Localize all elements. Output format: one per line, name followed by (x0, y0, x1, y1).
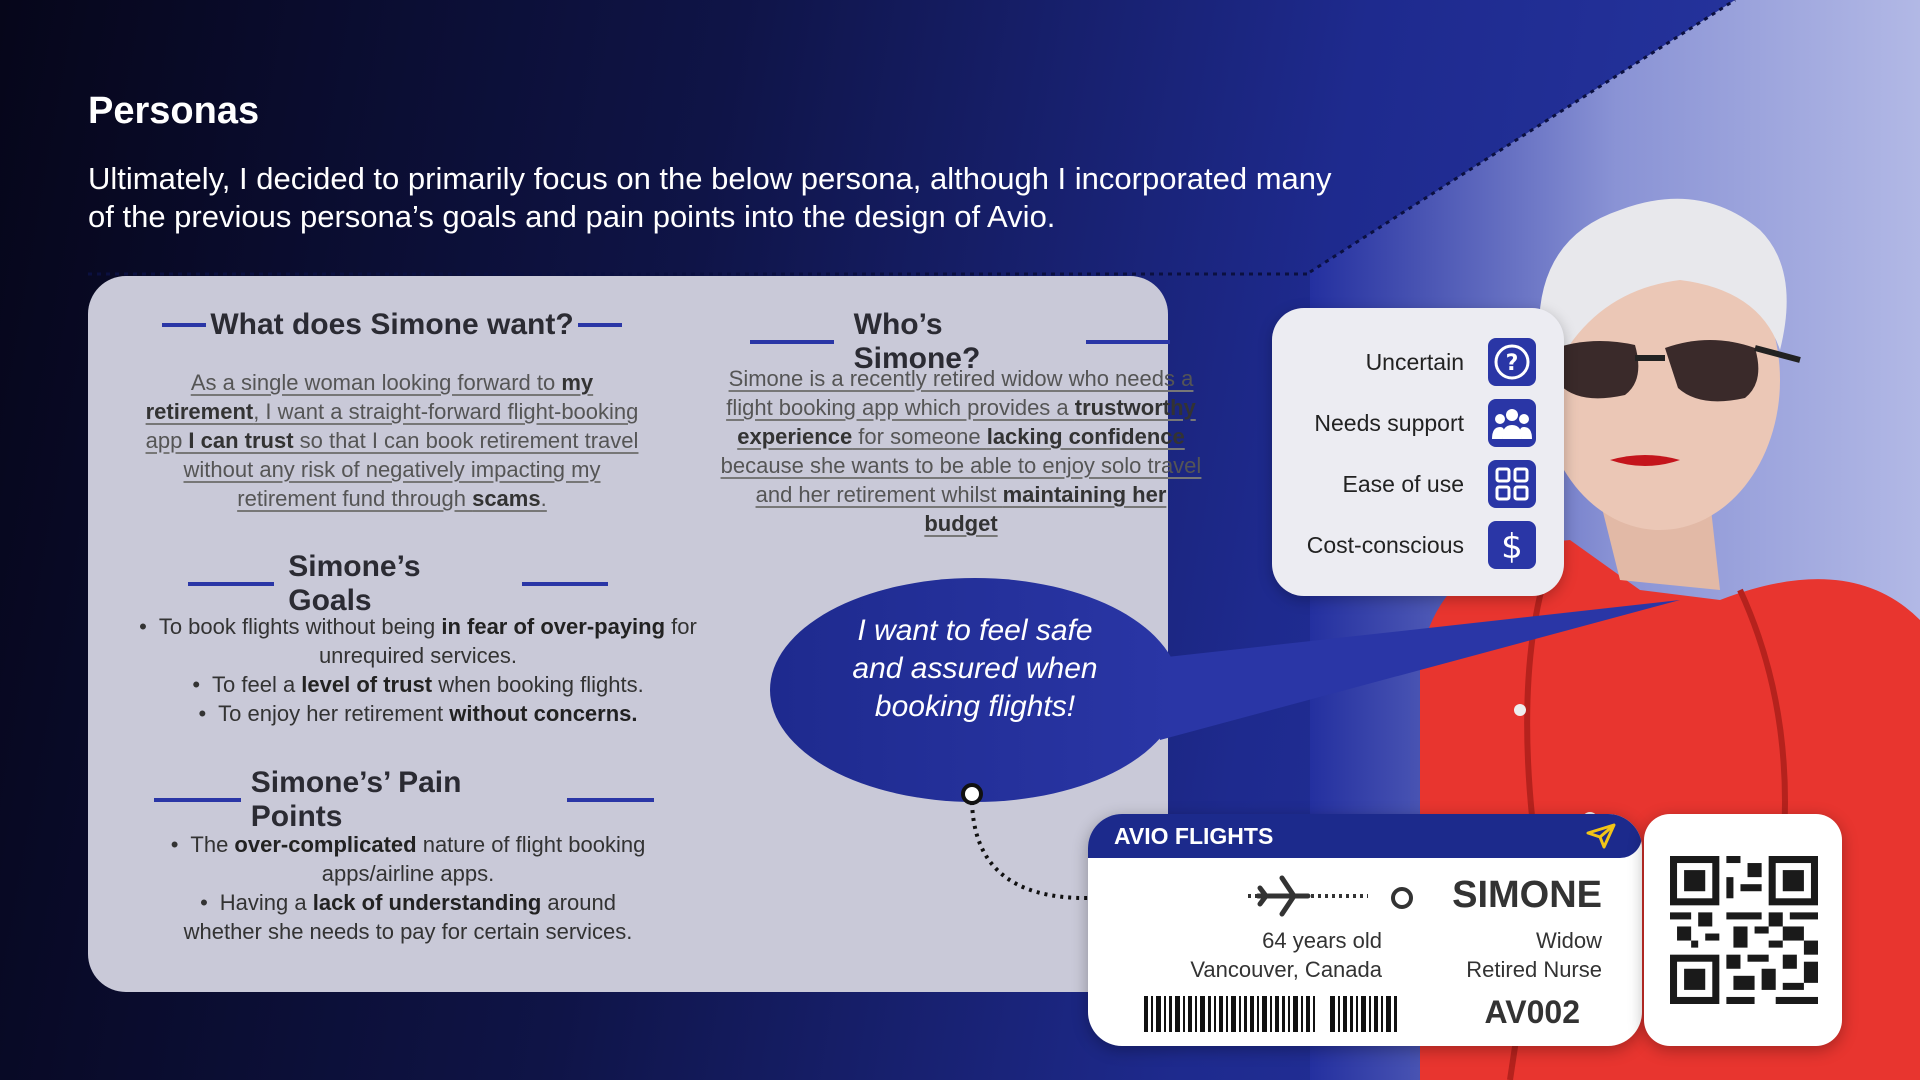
qr-card (1644, 814, 1842, 1046)
who-heading: Who’s Simone? (750, 308, 1170, 376)
trait-ease-of-use: Ease of use (1343, 460, 1536, 508)
text-segment: nature of flight booking apps/airline apps. (321, 832, 646, 886)
text-segment: when booking flights. (432, 672, 644, 697)
text-segment: . (540, 486, 547, 511)
text-segment: for someone (852, 424, 987, 449)
underlined-paragraph (146, 370, 639, 511)
wants-heading: What does Simone want? (162, 308, 622, 342)
emphasis-text: level of trust (301, 672, 433, 697)
svg-text:$: $ (1501, 527, 1523, 565)
wants-text (138, 368, 646, 513)
pains-list (168, 830, 648, 946)
list-item (128, 612, 708, 670)
ticket-header (1088, 814, 1642, 858)
emphasis-text: without concerns. (449, 701, 638, 726)
text-segment: As a single woman looking forward to (190, 370, 562, 395)
group-icon (1488, 399, 1536, 447)
text-segment: To book flights without being (158, 614, 442, 639)
list-item (128, 699, 708, 728)
destination-icon (1388, 886, 1418, 910)
qr-code-icon (1670, 856, 1818, 1004)
underlined-paragraph (721, 366, 1202, 536)
emphasis-text: over-complicated (234, 832, 417, 857)
traits-card (1272, 308, 1564, 596)
emphasis-text: in fear of over-paying (441, 614, 666, 639)
ticket-details-right (1466, 926, 1602, 984)
intro-text: Ultimately, I decided to primarily focus on the below persona, although I incorporated many of the previous persona’s goals and pain points into the design of Avio. (88, 161, 1332, 234)
emphasis-text: I can trust (188, 428, 294, 453)
emphasis-text: lack of understanding (312, 890, 542, 915)
goals-list (128, 612, 708, 728)
plane-icon (1238, 874, 1378, 918)
text-segment: so that I can book retirement travel without any risk of negatively impacting my retirement fund through (183, 428, 639, 511)
goals-heading: Simone’s Goals (188, 550, 608, 618)
passenger-name: SIMONE (1452, 874, 1602, 916)
pains-heading: Simone’s’ Pain Points (154, 766, 654, 834)
text-segment: Having a (219, 890, 313, 915)
ticket-code: AV002 (1484, 994, 1580, 1030)
text-segment: Simone is a recently retired widow who needs a flight booking app which provides a (726, 366, 1194, 420)
passenger-occupation: Retired Nurse (1466, 957, 1602, 982)
text-segment: for unrequired services. (318, 614, 697, 668)
text-segment: , I want a straight-forward flight-booking app (145, 399, 639, 453)
ticket-details-left (1190, 926, 1382, 984)
trait-needs-support: Needs support (1314, 399, 1536, 447)
trait-cost-conscious: Cost-conscious $ (1307, 521, 1536, 569)
emphasis-text: maintaining her budget (924, 482, 1167, 536)
list-item (168, 888, 648, 946)
emphasis-text: trustworthy experience (737, 395, 1196, 449)
list-item (168, 830, 648, 888)
dollar-icon (1488, 521, 1536, 569)
quote-text: I want to feel safe and assured when booking flights! (852, 614, 1098, 723)
emphasis-text: lacking confidence (986, 424, 1185, 449)
who-text (716, 364, 1206, 538)
list-item (128, 670, 708, 699)
emphasis-text: scams (472, 486, 541, 511)
passenger-location: Vancouver, Canada (1190, 957, 1382, 982)
question-icon (1488, 338, 1536, 386)
grid-icon (1488, 460, 1536, 508)
passenger-status: Widow (1535, 928, 1602, 953)
boarding-pass (1088, 814, 1642, 1046)
ticket-brand: AVIO FLIGHTS (1114, 822, 1274, 849)
trait-uncertain: Uncertain ? (1366, 338, 1536, 386)
text-segment: The (190, 832, 235, 857)
barcode-icon (1144, 996, 1444, 1032)
passenger-age: 64 years old (1262, 928, 1382, 953)
text-segment: To enjoy her retirement (218, 701, 450, 726)
text-segment: around whether she needs to pay for certain services. (183, 890, 633, 944)
page-title: Personas (88, 90, 260, 132)
text-segment: To feel a (212, 672, 302, 697)
svg-text:?: ? (1505, 351, 1519, 376)
paper-plane-icon (1586, 823, 1616, 849)
emphasis-text: my retirement (145, 370, 594, 424)
text-segment: because she wants to be able to enjoy solo travel and her retirement whilst (720, 453, 1202, 507)
